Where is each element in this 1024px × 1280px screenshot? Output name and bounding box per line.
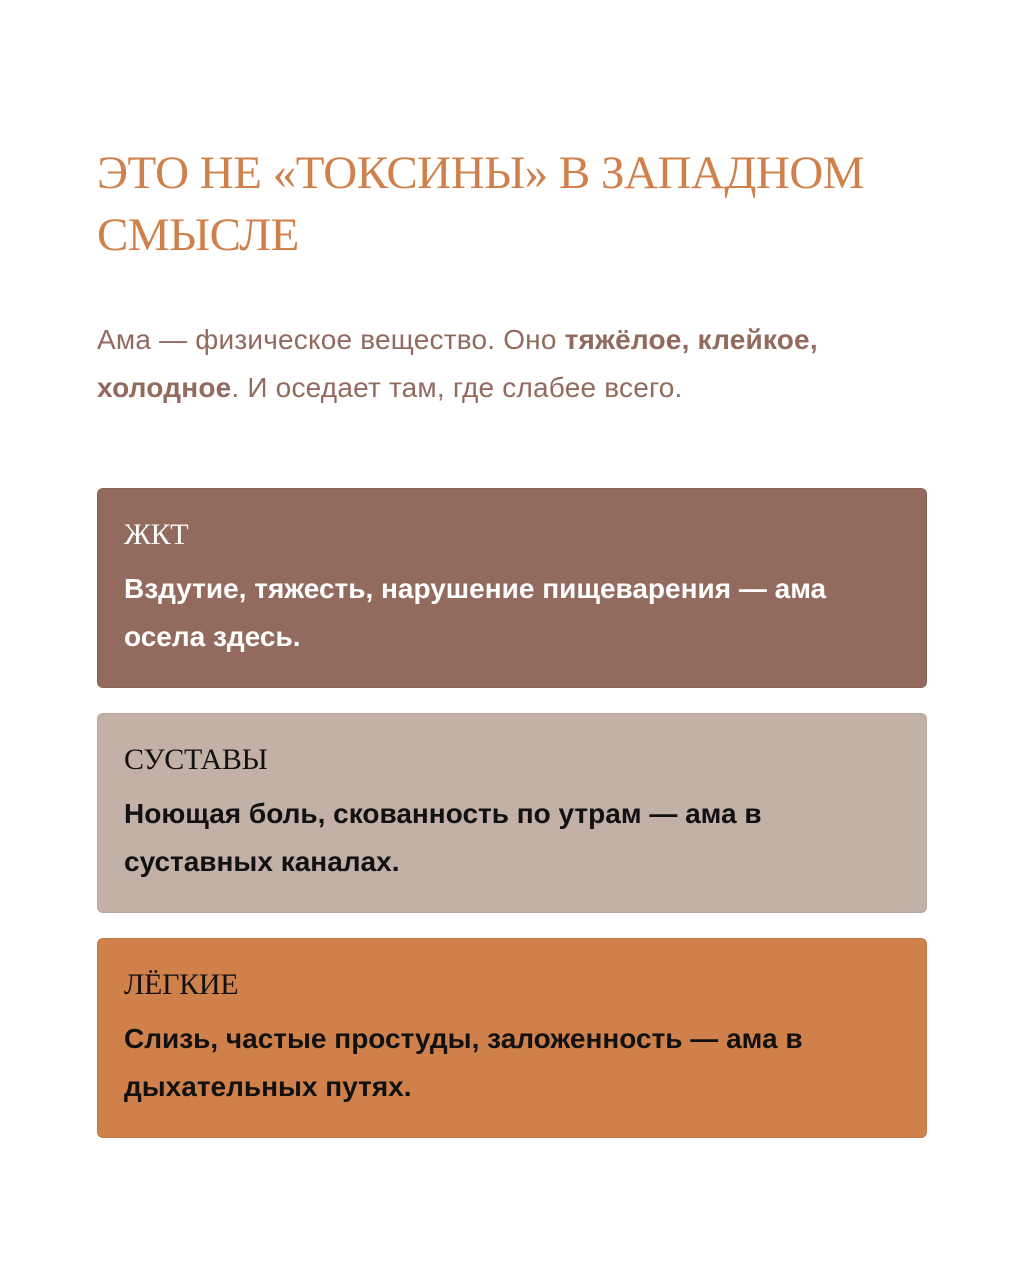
card-title: ЛЁГКИЕ: [124, 968, 239, 1001]
intro-text-3: . И оседает там, где слабее всего.: [231, 372, 683, 403]
card-sustavy: [97, 713, 927, 913]
card-text: Слизь, частые простуды, заложенность — ама в дыхательных путях.: [124, 1023, 803, 1102]
card-text: Вздутие, тяжесть, нарушение пищеварения — ама осела здесь.: [124, 573, 827, 652]
card-zhkt: [97, 488, 927, 688]
page-title: ЭТО НЕ «ТОКСИНЫ» В ЗАПАДНОМ СМЫСЛЕ: [97, 147, 865, 261]
intro-text-2: [690, 324, 698, 355]
intro-bold-2: клейкое, холодное: [97, 324, 818, 403]
card-title: СУСТАВЫ: [124, 743, 268, 776]
card-title: ЖКТ: [124, 518, 189, 551]
intro-text-1: Ама — физическое вещество. Оно: [97, 324, 565, 355]
intro-bold-1: тяжёлое,: [564, 324, 690, 355]
intro-paragraph: [97, 316, 897, 412]
card-legkie: [97, 938, 927, 1138]
card-text: Ноющая боль, скованность по утрам — ама в суставных каналах.: [124, 798, 762, 877]
